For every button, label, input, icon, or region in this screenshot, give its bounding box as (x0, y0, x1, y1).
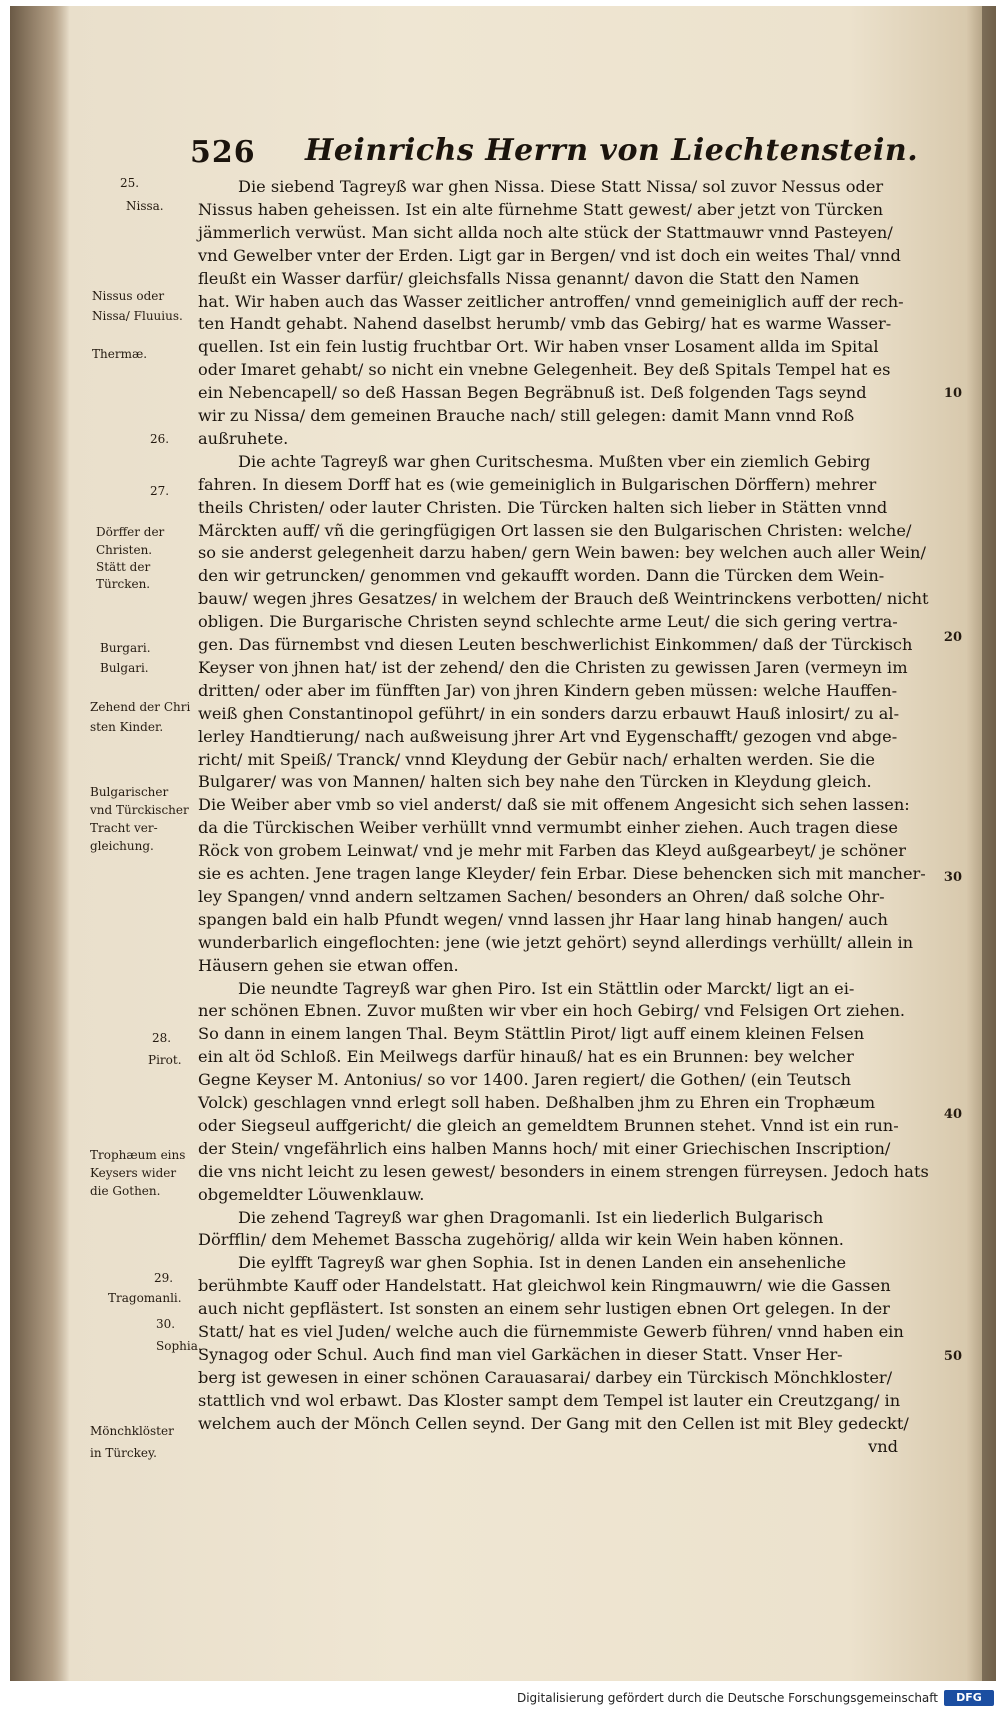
text-line: quellen. Ist ein fein lustig fruchtbar Ort. Wir haben vnser Losament allda im Spital (198, 337, 879, 357)
margin-note: in Türckey. (90, 1446, 157, 1460)
text-line: ten Handt gehabt. Nahend daselbst herumb/ vmb das Gebirg/ hat es warme Wasser- (198, 314, 892, 334)
line-number: 40 (943, 1107, 962, 1122)
margin-note: vnd Türckischer (90, 803, 189, 817)
text-line: Röck von grobem Leinwat/ vnd je mehr mit Farben das Kleyd außgearbeyt/ je schöner (198, 841, 906, 861)
text-line: wir zu Nissa/ dem gemeinen Brauche nach/ still gelegen: damit Mann vnnd Roß (198, 406, 855, 425)
dfg-logo: DFG (944, 1690, 994, 1706)
text-line: berühmbte Kauff oder Handelstatt. Hat gleichwol kein Ringmauwrn/ wie die Gassen (198, 1276, 891, 1296)
line-number: 30 (943, 870, 962, 885)
running-head: Heinrichs Herrn von Liechtenstein. (305, 133, 919, 168)
text-line: Bulgarer/ was von Mannen/ halten sich bey nahe den Türcken in Kleydung gleich. (198, 772, 872, 792)
text-line: vnd Gewelber vnter der Erden. Ligt gar in Bergen/ vnd ist doch ein weites Thal/ vnnd (198, 245, 901, 265)
text-line: Volck) geschlagen vnnd erlegt soll haben. Deßhalben jhm zu Ehren ein Trophæum (198, 1093, 876, 1112)
text-line: die vns nicht leicht zu lesen gewest/ besonders in einem strengen fürreysen. Jedoch hats (198, 1161, 929, 1181)
text-line: wunderbarlich eingeflochten: jene (wie jetzt gehört) seynd allerdings verhüllt/ allein in (198, 932, 914, 952)
margin-note: Burgari. (100, 641, 151, 655)
margin-note: Thermæ. (92, 347, 148, 361)
text-line: so sie anderst gelegenheit darzu haben/ gern Wein bawen: bey welchen auch aller Wein/ (198, 543, 926, 563)
margin-note: Trophæum eins (90, 1148, 186, 1162)
text-line: ley Spangen/ vnnd andern seltzamen Sachen/ besonders an Ohren/ daß solche Ohr- (198, 886, 885, 906)
line-number: 50 (943, 1349, 962, 1364)
margin-note: Nissa/ Fluuius. (92, 309, 183, 323)
margin-note: 27. (150, 484, 170, 498)
margin-note: 29. (154, 1271, 174, 1285)
text-line: gen. Das fürnembst vnd diesen Leuten beschwerlichist Einkommen/ daß der Türckisch (198, 635, 913, 654)
text-line: So dann in einem langen Thal. Beym Stättlin Pirot/ ligt auff einem kleinen Felsen (198, 1024, 865, 1044)
text-line: dritten/ oder aber im fünfften Jar) von jhren Kindern geben müssen: welche Hauffen- (198, 680, 898, 700)
text-line: fahren. In diesem Dorff hat es (wie gemeiniglich in Bulgarischen Dörffern) mehrer (198, 474, 877, 494)
text-line: fleußt ein Wasser darfür/ gleichsfalls Nissa genannt/ davon die Statt den Namen (198, 268, 860, 288)
text-line: Keyser von jhnen hat/ ist der zehend/ den die Christen zu gewissen Jaren (vermeyn im (198, 657, 908, 677)
line-number: 20 (943, 630, 962, 645)
page-number: 526 (190, 135, 256, 170)
text-line: sie es achten. Jene tragen lange Kleyder/ fein Erbar. Diese behencken sich mit mancher- (198, 864, 926, 883)
margin-note: Pirot. (148, 1053, 182, 1067)
margin-note: Stätt der (96, 560, 151, 574)
text-line: da die Türckischen Weiber verhüllt vnnd vermumbt einher ziehen. Auch tragen diese (198, 818, 898, 838)
text-line: obligen. Die Burgarische Christen seynd schlechte arme Leut/ die sich gering vertra- (198, 612, 898, 632)
margin-note: gleichung. (90, 839, 154, 853)
text-line: der Stein/ vngefährlich eins halben Manns hoch/ mit einer Griechischen Inscription/ (198, 1138, 891, 1158)
margin-note: 30. (156, 1317, 176, 1331)
margin-note: Sophia. (156, 1339, 202, 1353)
text-line: Die Weiber aber vmb so viel anderst/ daß sie mit offenem Angesicht sich sehen lassen: (198, 795, 910, 815)
text-line: Nissus haben geheissen. Ist ein alte fürnehme Statt gewest/ aber jetzt von Türcken (198, 199, 884, 219)
text-line: den wir getruncken/ genommen vnd gekaufft worden. Dann die Türcken dem Wein- (198, 566, 885, 586)
text-line: stattlich vnd wol erbawt. Das Kloster sampt dem Tempel ist lauter ein Creutzgang/ in (198, 1390, 901, 1410)
text-line: oder Siegseul auffgericht/ die gleich an gemeldtem Brunnen stehet. Vnnd ist ein run- (198, 1115, 899, 1135)
margin-note: die Gothen. (90, 1184, 161, 1198)
text-line: bauw/ wegen jhres Gesatzes/ in welchem der Brauch deß Weintrinckens verbotten/ nicht (198, 589, 929, 609)
text-line: weiß ghen Constantinopol geführt/ in ein sonders darzu erbauwt Hauß inlosirt/ zu al- (198, 703, 900, 723)
margin-note: Dörffer der (96, 525, 165, 539)
margin-note: Zehend der Chri (90, 700, 191, 714)
page-edge (982, 6, 996, 1681)
text-line: vnd (868, 1436, 898, 1456)
text-line: Die achte Tagreyß war ghen Curitschesma. Mußten vber ein ziemlich Gebirg (238, 451, 871, 471)
text-line: Synagog oder Schul. Auch find man viel Garkächen in dieser Statt. Vnser Her- (198, 1344, 843, 1364)
book-spine-shadow (10, 6, 70, 1681)
text-line: ner schönen Ebnen. Zuvor mußten wir vber ein hoch Gebirg/ vnd Felsigen Ort ziehen. (198, 1001, 906, 1021)
text-line: Märckten auff/ vñ die geringfügigen Ort lassen sie den Bulgarischen Christen: welche/ (198, 520, 912, 540)
margin-note: 28. (152, 1031, 172, 1045)
margin-note: Bulgarischer (90, 785, 169, 799)
margin-note: Tracht ver- (90, 821, 158, 835)
text-line: oder Imaret gehabt/ so nicht ein vnebne Gelegenheit. Bey deß Spitals Tempel hat es (198, 360, 891, 380)
margin-note: Nissa. (126, 199, 164, 213)
margin-note: Mönchklöster (90, 1424, 174, 1438)
text-line: welchem auch der Mönch Cellen seynd. Der Gang mit den Cellen ist mit Bley gedeckt/ (198, 1413, 909, 1433)
text-line: Die siebend Tagreyß war ghen Nissa. Diese Statt Nissa/ sol zuvor Nessus oder (238, 177, 884, 196)
margin-note: Tragomanli. (108, 1291, 182, 1305)
text-line: Gegne Keyser M. Antonius/ so vor 1400. Jaren regiert/ die Gothen/ (ein Teutsch (198, 1070, 852, 1090)
margin-note: Christen. (96, 543, 153, 557)
margin-note: 25. (120, 176, 140, 190)
text-line: Häusern gehen sie etwan offen. (198, 955, 459, 975)
text-line: Die zehend Tagreyß war ghen Dragomanli. Ist ein liederlich Bulgarisch (238, 1207, 824, 1227)
text-line: ein Nebencapell/ so deß Hassan Begen Begräbnuß ist. Deß folgenden Tags seynd (198, 383, 867, 403)
text-line: Die neundte Tagreyß war ghen Piro. Ist ein Stättlin oder Marckt/ ligt an ei- (238, 978, 855, 998)
text-line: Die eylfft Tagreyß war ghen Sophia. Ist in denen Landen ein ansehenliche (238, 1253, 847, 1273)
text-line: Dörfflin/ dem Mehemet Basscha zugehörig/ allda wir kein Wein haben können. (198, 1230, 844, 1250)
margin-note: 26. (150, 432, 170, 446)
margin-note: Türcken. (96, 577, 151, 591)
margin-note: Bulgari. (100, 661, 149, 675)
margin-note: sten Kinder. (90, 720, 164, 734)
text-line: jämmerlich verwüst. Man sicht allda noch alte stück der Stattmauwr vnnd Pasteyen/ (198, 222, 893, 242)
text-line: ein alt öd Schloß. Ein Meilwegs darfür hinauß/ hat es ein Brunnen: bey welcher (198, 1047, 854, 1067)
footer-bar (0, 1687, 1000, 1711)
text-line: richt/ mit Speiß/ Tranck/ vnnd Kleydung der Gebür nach/ erhalten werden. Sie die (198, 749, 875, 769)
text-line: lerley Handtierung/ nach außweisung jhrer Art vnd Eygenschafft/ gezogen vnd abge- (198, 726, 898, 746)
text-line: theils Christen/ oder lauter Christen. Die Türcken halten sich lieber in Stätten vnnd (198, 497, 888, 517)
text-line: auch nicht gepflästert. Ist sonsten an einem sehr lustigen ebnen Ort gelegen. In der (198, 1299, 890, 1319)
text-line: außruhete. (198, 428, 289, 448)
margin-note: Nissus oder (92, 289, 165, 303)
text-line: Statt/ hat es viel Juden/ welche auch die fürnemmiste Gewerb führen/ vnnd haben ein (198, 1322, 904, 1341)
text-line: obgemeldter Löuwenklauw. (198, 1184, 425, 1204)
line-number: 10 (943, 386, 962, 401)
text-line: hat. Wir haben auch das Wasser zeitlicher antroffen/ vnnd gemeiniglich auff der rech- (198, 291, 904, 311)
text-line: berg ist gewesen in einer schönen Carauasarai/ darbey ein Türckisch Mönchkloster/ (198, 1367, 893, 1387)
text-line: spangen bald ein halb Pfundt wegen/ vnnd lassen jhr Haar lang hinab hangen/ auch (198, 909, 888, 929)
margin-note: Keysers wider (90, 1166, 177, 1180)
footer-credit: Digitalisierung gefördert durch die Deutsche Forschungsgemeinschaft (516, 1691, 938, 1705)
